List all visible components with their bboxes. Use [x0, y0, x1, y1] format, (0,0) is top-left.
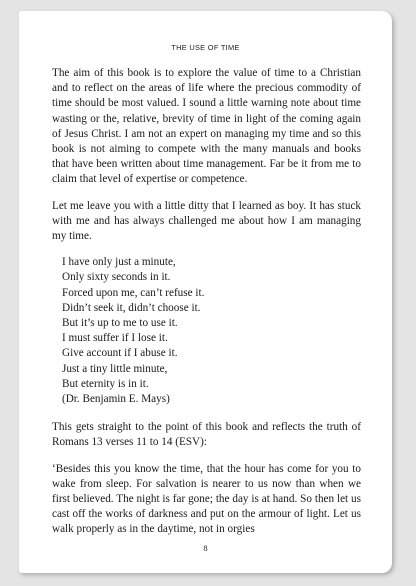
page-number: 8	[203, 543, 208, 553]
poem-line: But it’s up to me to use it.	[62, 317, 178, 330]
paragraph-intro: The aim of this book is to explore the value of time to a Christian and to reflect on the areas of life where the precious commodity of time should be most valued. I sound a little warning note about time wasting or the, relative, brevity of time in light of the coming again of Jesus Christ. I am not an expert on managing my time and so this book is not aiming to compete with the many manuals and books that have been written about time management. Far be it from me to claim that level of expertise or competence.	[52, 67, 361, 186]
poem-line: I have only just a minute,	[62, 256, 176, 269]
poem-line: Just a tiny little minute,	[62, 362, 168, 375]
body-text	[52, 66, 361, 549]
poem-line: But eternity is in it.	[62, 377, 149, 390]
poem-line: Didn’t seek it, didn’t choose it.	[62, 301, 201, 314]
poem-line: I must suffer if I lose it.	[62, 332, 168, 345]
poem-attribution: (Dr. Benjamin E. Mays)	[62, 393, 170, 406]
paragraph-romans-quote: ‘Besides this you know the time, that the hour has come for you to wake from sleep. For salvation is nearer to us now than when we first believed. The night is far gone; the day is at hand. So then let us cast off the works of darkness and put on the armour of light. Let us walk properly as in the daytime, not in orgies	[52, 462, 361, 536]
poem	[62, 255, 361, 407]
book-page	[19, 11, 392, 573]
poem-line: Give account if I abuse it.	[62, 347, 178, 360]
poem-line: Only sixty seconds in it.	[62, 271, 171, 284]
running-head: THE USE OF TIME	[171, 43, 240, 52]
poem-line: Forced upon me, can’t refuse it.	[62, 286, 205, 299]
paragraph-romans-intro: This gets straight to the point of this book and reflects the truth of Romans 13 verses 11 to 14 (ESV):	[52, 421, 361, 449]
paragraph-ditty-intro: Let me leave you with a little ditty that I learned as boy. It has stuck with me and has always challenged me about how I am managing my time.	[52, 199, 361, 243]
